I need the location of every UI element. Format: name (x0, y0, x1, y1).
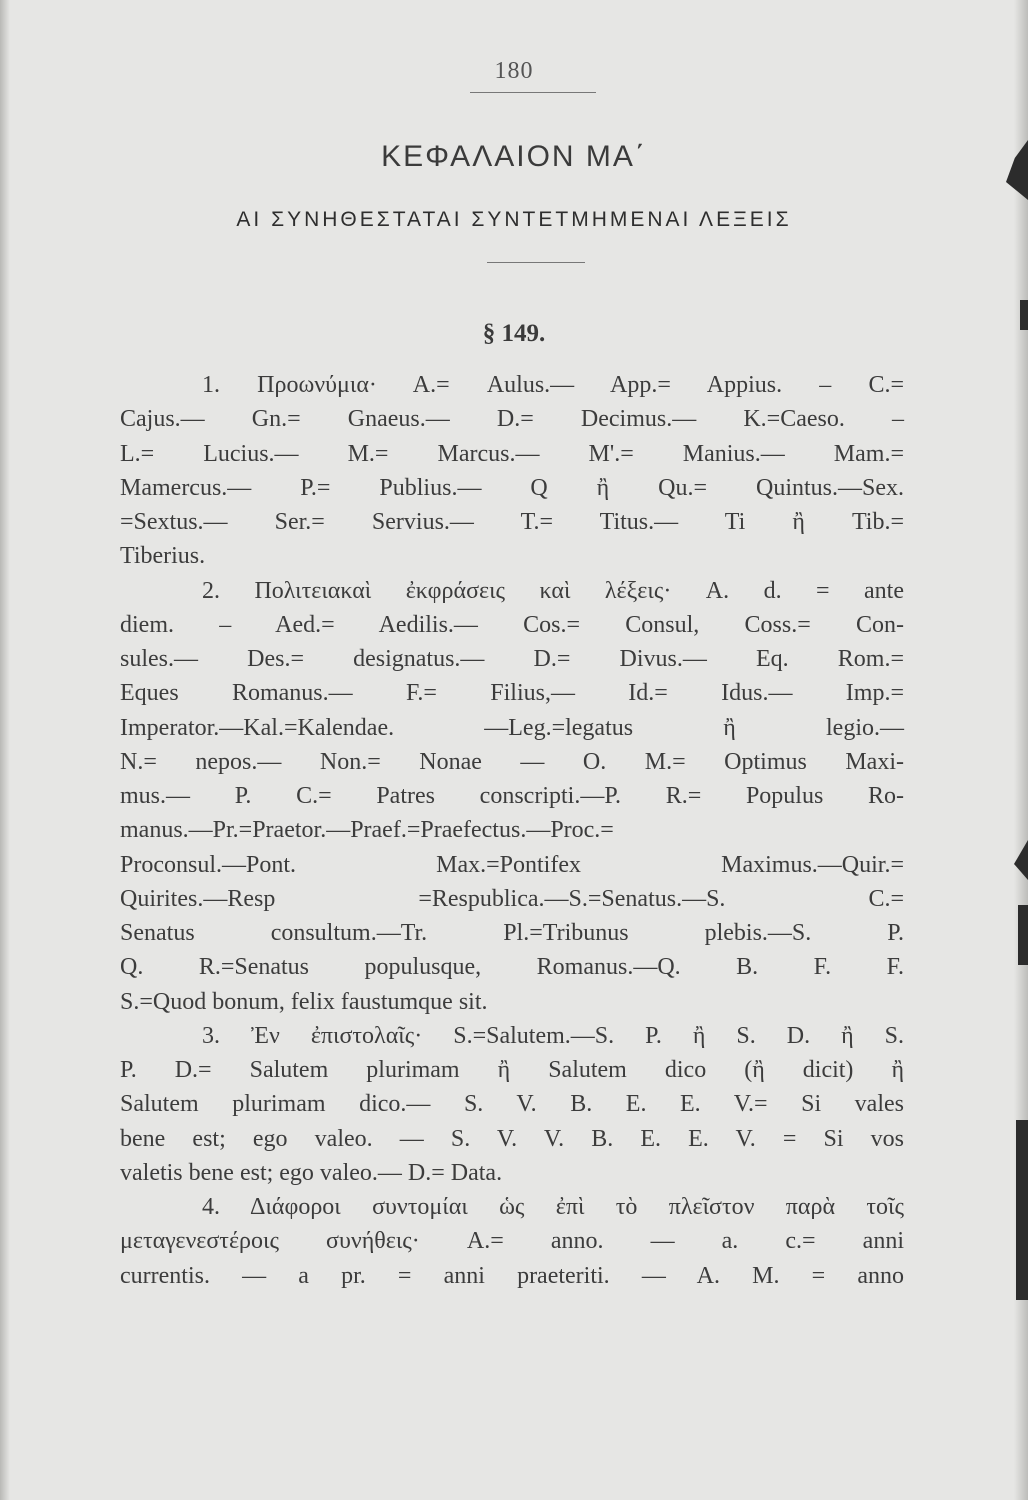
text-line: Quirites.—Resp =Respublica.—S.=Senatus.—S. C.= (120, 885, 904, 912)
text-line: μεταγενεστέροις συνήθεις· A.= anno. — a. c.= anni (120, 1228, 904, 1255)
text-line: 2. Πολιτειακαὶ ἐκφράσεις καὶ λέξεις· A. d. = ante (202, 577, 904, 604)
text-line: P. D.= Salutem plurimam ἢ Salutem dico (ἢ dicit) ἢ (120, 1057, 904, 1083)
chapter-divider (487, 262, 585, 263)
text-line: 1. Προωνύμια· Α.= Aulus.— App.= Appius. – C.= (202, 372, 904, 398)
text-line: L.= Lucius.— M.= Marcus.— M'.= Manius.— Mam.= (120, 440, 904, 467)
text-line: manus.—Pr.=Praetor.—Praef.=Praefectus.—Proc.= (120, 817, 614, 844)
chapter-subtitle: ΑΙ ΣΥΝΗΘΕΣΤΑΤΑΙ ΣΥΝΤΕΤΜΗΜΕΝΑΙ ΛΕΞΕΙΣ (236, 208, 792, 231)
header-divider (470, 92, 596, 93)
page-tear-mark (1016, 1120, 1028, 1300)
text-line: Q. R.=Senatus populusque, Romanus.—Q. B. F. F. (120, 954, 904, 981)
text-line: 3. Ἐν ἐπιστολαῖς· S.=Salutem.—S. P. ἢ S. D. ἢ S. (202, 1022, 904, 1049)
text-line: Mamercus.— P.= Publius.— Q ἢ Qu.= Quintus.—Sex. (120, 474, 904, 501)
page-number: 180 (494, 58, 534, 84)
text-line: Salutem plurimam dico.— S. V. B. E. E. V.= Si vales (120, 1091, 904, 1118)
text-line: bene est; ego valeo. — S. V. V. B. E. E. V. = Si vos (120, 1125, 904, 1152)
text-line: Tiberius. (120, 543, 206, 570)
text-line: mus.— P. C.= Patres conscripti.—P. R.= Populus Ro- (120, 783, 904, 809)
section-heading: § 149. (482, 320, 546, 347)
text-line: 4. Διάφοροι συντομίαι ὡς ἐπὶ τὸ πλεῖστον παρὰ τοῖς (202, 1194, 904, 1220)
text-line: valetis bene est; ego valeo.— D.= Data. (120, 1159, 503, 1186)
text-line: diem. – Aed.= Aedilis.— Cos.= Consul, Coss.= Con- (120, 611, 904, 638)
text-line: S.=Quod bonum, felix faustumque sit. (120, 988, 488, 1015)
chapter-title: ΚΕΦΑΛΑΙΟΝ ΜΑ΄ (381, 140, 647, 173)
text-line: Cajus.— Gn.= Gnaeus.— D.= Decimus.— K.=Caeso. – (120, 406, 904, 433)
text-line: Eques Romanus.— F.= Filius,— Id.= Idus.— Imp.= (120, 680, 904, 707)
text-line: N.= nepos.— Non.= Nonae — O. M.= Optimus Maxi- (120, 748, 904, 775)
text-line: sules.— Des.= designatus.— D.= Divus.— Eq. Rom.= (120, 646, 904, 672)
text-line: currentis. — a pr. = anni praeteriti. — A. M. = anno (120, 1262, 904, 1289)
text-line: Proconsul.—Pont. Max.=Pontifex Maximus.—Quir.= (120, 851, 904, 878)
body-text (120, 368, 904, 1293)
text-line: Senatus consultum.—Tr. Pl.=Tribunus plebis.—S. P. (120, 920, 904, 946)
text-line: =Sextus.— Ser.= Servius.— T.= Titus.— Ti ἢ Tib.= (120, 509, 904, 535)
page-tear-mark (1018, 905, 1028, 965)
text-line: Imperator.—Kal.=Kalendae. —Leg.=legatus ἢ legio.— (120, 714, 904, 741)
